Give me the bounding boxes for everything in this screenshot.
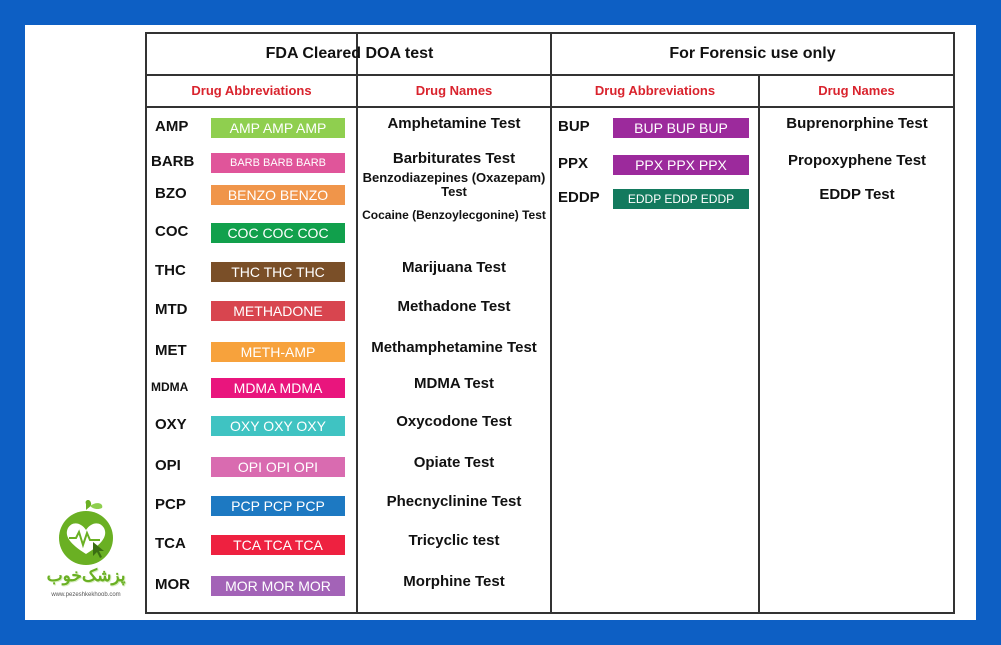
drug-name: Barbiturates Test (392, 150, 516, 167)
drug-name: Phecnyclinine Test (386, 493, 522, 510)
drug-abbreviation: PCP (155, 496, 186, 513)
logo-text: پزشک‌خوب (46, 566, 126, 585)
drug-abbreviation: MOR (155, 576, 190, 593)
drug-color-label: BARB BARB BARB (211, 153, 345, 173)
drug-name: Methadone Test (397, 298, 511, 315)
drug-color-label: OXY OXY OXY (211, 416, 345, 436)
forensic-drug-abbreviation: BUP (558, 118, 590, 135)
chart-sheet (25, 25, 976, 620)
fda-names-heading: Drug Names (415, 83, 493, 98)
drug-test-table (145, 32, 955, 614)
drug-abbreviation: BARB (151, 153, 195, 170)
apple-heart-icon (40, 500, 132, 570)
forensic-drug-color-label: EDDP EDDP EDDP (613, 189, 749, 209)
fda-abbr-heading: Drug Abbreviations (191, 83, 312, 98)
drug-name: Morphine Test (403, 573, 505, 590)
column-divider (550, 34, 552, 612)
drug-abbreviation: TCA (155, 535, 186, 552)
drug-name: Oxycodone Test (396, 413, 512, 430)
logo-url: www.pezeshkekhoob.com (51, 592, 121, 598)
drug-color-label: COC COC COC (211, 223, 345, 243)
forensic-names-heading: Drug Names (818, 83, 895, 98)
forensic-drug-abbreviation: EDDP (558, 189, 600, 206)
drug-color-label: MOR MOR MOR (211, 576, 345, 596)
drug-name: Marijuana Test (402, 259, 506, 276)
drug-abbreviation: OXY (155, 416, 187, 433)
forensic-drug-abbreviation: PPX (558, 155, 589, 172)
forensic-group-title: For Forensic use only (669, 45, 836, 62)
drug-name: Methamphetamine Test (371, 339, 537, 356)
site-logo (40, 500, 132, 610)
drug-name: Cocaine (Benzoylecgonine) Test (362, 208, 546, 222)
drug-abbreviation: MDMA (151, 380, 189, 394)
column-divider (758, 76, 760, 612)
drug-abbreviation: THC (155, 262, 186, 279)
drug-abbreviation: AMP (155, 118, 189, 135)
drug-color-label: PCP PCP PCP (211, 496, 345, 516)
drug-abbreviation: MET (155, 342, 187, 359)
drug-abbreviation: OPI (155, 457, 181, 474)
drug-abbreviation: COC (155, 223, 189, 240)
drug-color-label: MDMA MDMA (211, 378, 345, 398)
drug-name: Amphetamine Test (387, 115, 521, 132)
drug-abbreviation: BZO (155, 185, 187, 202)
drug-name: MDMA Test (414, 375, 494, 392)
forensic-drug-name: Buprenorphine Test (786, 115, 928, 132)
drug-color-label: TCA TCA TCA (211, 535, 345, 555)
drug-name: Tricyclic test (408, 532, 500, 549)
forensic-drug-name: EDDP Test (819, 186, 895, 203)
drug-color-label: OPI OPI OPI (211, 457, 345, 477)
row-divider (147, 106, 953, 108)
drug-color-label: BENZO BENZO (211, 185, 345, 205)
forensic-abbr-heading: Drug Abbreviations (594, 83, 716, 98)
forensic-drug-color-label: BUP BUP BUP (613, 118, 749, 138)
fda-group-title: FDA Cleared DOA test (265, 45, 434, 62)
drug-abbreviation: MTD (155, 301, 188, 318)
drug-color-label: METHADONE (211, 301, 345, 321)
drug-name: Benzodiazepines (Oxazepam) Test (362, 170, 546, 199)
drug-name: Opiate Test (413, 454, 495, 471)
forensic-drug-name: Propoxyphene Test (787, 152, 927, 169)
column-divider (356, 34, 358, 612)
drug-color-label: AMP AMP AMP (211, 118, 345, 138)
drug-color-label: METH-AMP (211, 342, 345, 362)
drug-color-label: THC THC THC (211, 262, 345, 282)
forensic-drug-color-label: PPX PPX PPX (613, 155, 749, 175)
